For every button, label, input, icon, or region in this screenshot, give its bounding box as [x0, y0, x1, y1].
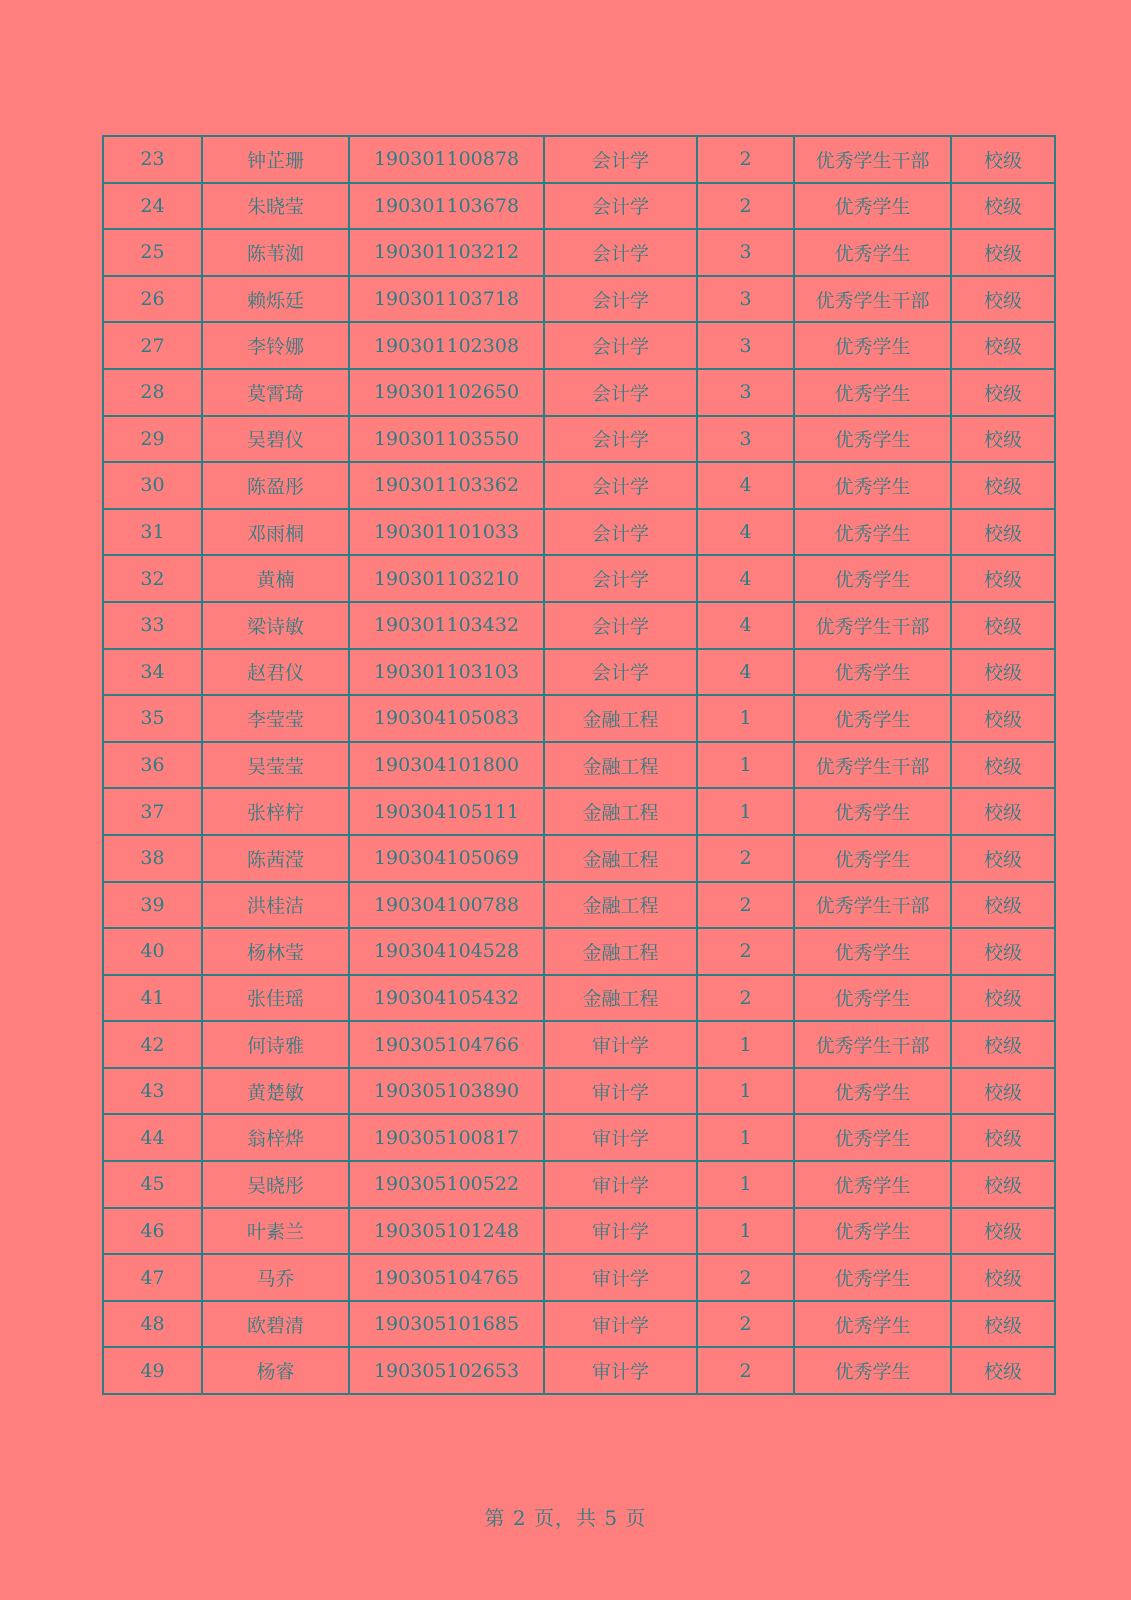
cell-award-level: 校级: [951, 1161, 1055, 1208]
table-row: [103, 602, 1055, 649]
cell-student-name: 钟芷珊: [202, 136, 349, 183]
cell-student-id: 190305100817: [349, 1114, 544, 1161]
cell-student-name: 张佳瑶: [202, 975, 349, 1022]
cell-grade: 2: [697, 1301, 794, 1348]
cell-award-level: 校级: [951, 1208, 1055, 1255]
cell-award-type: 优秀学生: [794, 1347, 951, 1394]
table-row: [103, 1347, 1055, 1394]
cell-student-name: 黄楠: [202, 555, 349, 602]
cell-major: 金融工程: [544, 975, 697, 1022]
cell-student-id: 190301103718: [349, 276, 544, 323]
cell-major: 会计学: [544, 555, 697, 602]
cell-student-id: 190304105083: [349, 695, 544, 742]
cell-award-type: 优秀学生: [794, 928, 951, 975]
cell-row-number: 47: [103, 1254, 202, 1301]
cell-grade: 3: [697, 416, 794, 463]
cell-award-level: 校级: [951, 882, 1055, 929]
cell-grade: 2: [697, 835, 794, 882]
cell-row-number: 41: [103, 975, 202, 1022]
cell-award-level: 校级: [951, 835, 1055, 882]
cell-student-name: 莫霄琦: [202, 369, 349, 416]
cell-student-id: 190301102308: [349, 322, 544, 369]
cell-award-level: 校级: [951, 975, 1055, 1022]
cell-award-level: 校级: [951, 276, 1055, 323]
cell-award-type: 优秀学生: [794, 1301, 951, 1348]
cell-major: 审计学: [544, 1021, 697, 1068]
cell-award-level: 校级: [951, 1021, 1055, 1068]
cell-major: 审计学: [544, 1068, 697, 1115]
table-row: [103, 183, 1055, 230]
cell-student-id: 190304101800: [349, 742, 544, 789]
table-row: [103, 742, 1055, 789]
cell-student-id: 190304104528: [349, 928, 544, 975]
cell-award-type: 优秀学生: [794, 649, 951, 696]
cell-award-type: 优秀学生: [794, 975, 951, 1022]
cell-major: 审计学: [544, 1254, 697, 1301]
cell-student-id: 190304100788: [349, 882, 544, 929]
cell-student-id: 190301103550: [349, 416, 544, 463]
cell-grade: 1: [697, 1161, 794, 1208]
cell-student-id: 190304105111: [349, 788, 544, 835]
cell-major: 审计学: [544, 1208, 697, 1255]
cell-major: 审计学: [544, 1301, 697, 1348]
cell-major: 金融工程: [544, 788, 697, 835]
cell-award-level: 校级: [951, 462, 1055, 509]
cell-student-id: 190305101248: [349, 1208, 544, 1255]
cell-row-number: 44: [103, 1114, 202, 1161]
award-table: [102, 135, 1056, 1395]
table-row: [103, 555, 1055, 602]
cell-student-id: 190305102653: [349, 1347, 544, 1394]
cell-grade: 3: [697, 369, 794, 416]
cell-grade: 2: [697, 1254, 794, 1301]
cell-award-type: 优秀学生: [794, 462, 951, 509]
cell-row-number: 26: [103, 276, 202, 323]
cell-grade: 3: [697, 322, 794, 369]
table-row: [103, 928, 1055, 975]
cell-award-type: 优秀学生干部: [794, 276, 951, 323]
cell-award-type: 优秀学生: [794, 183, 951, 230]
table-row: [103, 835, 1055, 882]
table-row: [103, 509, 1055, 556]
cell-row-number: 48: [103, 1301, 202, 1348]
cell-grade: 2: [697, 928, 794, 975]
cell-student-id: 190305103890: [349, 1068, 544, 1115]
cell-award-level: 校级: [951, 322, 1055, 369]
cell-student-name: 张梓柠: [202, 788, 349, 835]
cell-student-id: 190305101685: [349, 1301, 544, 1348]
cell-major: 会计学: [544, 276, 697, 323]
cell-major: 会计学: [544, 229, 697, 276]
cell-student-name: 吴莹莹: [202, 742, 349, 789]
cell-grade: 2: [697, 1347, 794, 1394]
cell-award-level: 校级: [951, 742, 1055, 789]
cell-award-level: 校级: [951, 602, 1055, 649]
cell-student-name: 吴晓彤: [202, 1161, 349, 1208]
cell-award-type: 优秀学生: [794, 509, 951, 556]
cell-major: 会计学: [544, 136, 697, 183]
cell-student-id: 190305104765: [349, 1254, 544, 1301]
cell-student-id: 190301101033: [349, 509, 544, 556]
cell-row-number: 29: [103, 416, 202, 463]
cell-major: 审计学: [544, 1114, 697, 1161]
cell-award-level: 校级: [951, 509, 1055, 556]
cell-row-number: 37: [103, 788, 202, 835]
cell-student-id: 190305100522: [349, 1161, 544, 1208]
cell-award-level: 校级: [951, 229, 1055, 276]
cell-award-type: 优秀学生: [794, 788, 951, 835]
cell-grade: 4: [697, 555, 794, 602]
cell-student-name: 吴碧仪: [202, 416, 349, 463]
cell-row-number: 24: [103, 183, 202, 230]
cell-row-number: 30: [103, 462, 202, 509]
cell-grade: 1: [697, 1114, 794, 1161]
cell-major: 会计学: [544, 602, 697, 649]
cell-grade: 3: [697, 229, 794, 276]
table-row: [103, 276, 1055, 323]
cell-grade: 4: [697, 649, 794, 696]
table-row: [103, 1068, 1055, 1115]
table-row: [103, 882, 1055, 929]
cell-row-number: 33: [103, 602, 202, 649]
cell-award-type: 优秀学生: [794, 835, 951, 882]
cell-grade: 1: [697, 695, 794, 742]
table-row: [103, 1114, 1055, 1161]
cell-student-name: 何诗雅: [202, 1021, 349, 1068]
cell-student-id: 190301103103: [349, 649, 544, 696]
cell-student-name: 欧碧清: [202, 1301, 349, 1348]
cell-student-name: 陈苇洳: [202, 229, 349, 276]
cell-award-type: 优秀学生: [794, 322, 951, 369]
cell-row-number: 31: [103, 509, 202, 556]
cell-row-number: 27: [103, 322, 202, 369]
cell-award-level: 校级: [951, 1114, 1055, 1161]
cell-student-id: 190301103678: [349, 183, 544, 230]
cell-grade: 2: [697, 975, 794, 1022]
cell-award-type: 优秀学生: [794, 695, 951, 742]
cell-major: 会计学: [544, 322, 697, 369]
table-row: [103, 1021, 1055, 1068]
cell-award-type: 优秀学生: [794, 416, 951, 463]
cell-grade: 4: [697, 602, 794, 649]
cell-row-number: 34: [103, 649, 202, 696]
cell-student-name: 陈茜滢: [202, 835, 349, 882]
cell-award-level: 校级: [951, 1068, 1055, 1115]
cell-major: 会计学: [544, 509, 697, 556]
cell-grade: 2: [697, 136, 794, 183]
cell-row-number: 43: [103, 1068, 202, 1115]
cell-major: 审计学: [544, 1161, 697, 1208]
cell-student-id: 190304105069: [349, 835, 544, 882]
cell-major: 会计学: [544, 462, 697, 509]
cell-major: 金融工程: [544, 695, 697, 742]
cell-award-level: 校级: [951, 416, 1055, 463]
cell-student-name: 朱晓莹: [202, 183, 349, 230]
cell-row-number: 36: [103, 742, 202, 789]
cell-row-number: 32: [103, 555, 202, 602]
cell-award-level: 校级: [951, 183, 1055, 230]
cell-award-type: 优秀学生: [794, 1254, 951, 1301]
cell-student-name: 梁诗敏: [202, 602, 349, 649]
cell-student-name: 赖烁廷: [202, 276, 349, 323]
table-row: [103, 695, 1055, 742]
cell-grade: 1: [697, 1068, 794, 1115]
cell-row-number: 35: [103, 695, 202, 742]
cell-award-level: 校级: [951, 695, 1055, 742]
table-row: [103, 416, 1055, 463]
table-row: [103, 1254, 1055, 1301]
cell-major: 会计学: [544, 183, 697, 230]
cell-award-type: 优秀学生干部: [794, 136, 951, 183]
cell-award-type: 优秀学生: [794, 1068, 951, 1115]
cell-award-level: 校级: [951, 928, 1055, 975]
cell-grade: 2: [697, 882, 794, 929]
cell-award-type: 优秀学生干部: [794, 882, 951, 929]
cell-student-name: 杨林莹: [202, 928, 349, 975]
cell-major: 会计学: [544, 416, 697, 463]
cell-student-id: 190301103212: [349, 229, 544, 276]
cell-award-type: 优秀学生: [794, 1161, 951, 1208]
cell-award-level: 校级: [951, 555, 1055, 602]
cell-major: 审计学: [544, 1347, 697, 1394]
award-table-container: [102, 135, 1054, 1395]
table-row: [103, 369, 1055, 416]
cell-award-level: 校级: [951, 1301, 1055, 1348]
cell-row-number: 38: [103, 835, 202, 882]
cell-grade: 4: [697, 462, 794, 509]
cell-major: 金融工程: [544, 835, 697, 882]
cell-award-level: 校级: [951, 649, 1055, 696]
cell-grade: 1: [697, 1021, 794, 1068]
cell-major: 金融工程: [544, 928, 697, 975]
cell-grade: 4: [697, 509, 794, 556]
cell-student-name: 赵君仪: [202, 649, 349, 696]
cell-award-level: 校级: [951, 1254, 1055, 1301]
cell-award-type: 优秀学生: [794, 369, 951, 416]
cell-student-id: 190301102650: [349, 369, 544, 416]
cell-student-id: 190301103210: [349, 555, 544, 602]
cell-major: 会计学: [544, 369, 697, 416]
cell-student-name: 李莹莹: [202, 695, 349, 742]
page-number: 第 2 页，共 5 页: [484, 1506, 647, 1530]
table-row: [103, 229, 1055, 276]
cell-major: 会计学: [544, 649, 697, 696]
table-row: [103, 1161, 1055, 1208]
cell-major: 金融工程: [544, 882, 697, 929]
cell-grade: 1: [697, 1208, 794, 1255]
cell-student-name: 翁梓烨: [202, 1114, 349, 1161]
cell-student-name: 黄楚敏: [202, 1068, 349, 1115]
cell-student-name: 马乔: [202, 1254, 349, 1301]
cell-row-number: 39: [103, 882, 202, 929]
cell-major: 金融工程: [544, 742, 697, 789]
cell-award-type: 优秀学生: [794, 1114, 951, 1161]
cell-student-id: 190301100878: [349, 136, 544, 183]
cell-grade: 1: [697, 788, 794, 835]
cell-award-level: 校级: [951, 1347, 1055, 1394]
cell-student-name: 陈盈彤: [202, 462, 349, 509]
table-row: [103, 1208, 1055, 1255]
cell-row-number: 46: [103, 1208, 202, 1255]
table-row: [103, 462, 1055, 509]
cell-student-name: 洪桂洁: [202, 882, 349, 929]
cell-award-type: 优秀学生干部: [794, 602, 951, 649]
cell-student-id: 190304105432: [349, 975, 544, 1022]
cell-award-type: 优秀学生: [794, 229, 951, 276]
cell-award-level: 校级: [951, 788, 1055, 835]
cell-row-number: 28: [103, 369, 202, 416]
cell-award-type: 优秀学生干部: [794, 1021, 951, 1068]
cell-award-type: 优秀学生: [794, 555, 951, 602]
table-body: [103, 136, 1055, 1394]
cell-award-level: 校级: [951, 369, 1055, 416]
cell-grade: 3: [697, 276, 794, 323]
table-row: [103, 788, 1055, 835]
cell-award-level: 校级: [951, 136, 1055, 183]
cell-row-number: 23: [103, 136, 202, 183]
cell-student-id: 190305104766: [349, 1021, 544, 1068]
table-row: [103, 1301, 1055, 1348]
table-row: [103, 975, 1055, 1022]
cell-student-name: 叶素兰: [202, 1208, 349, 1255]
cell-row-number: 42: [103, 1021, 202, 1068]
cell-student-name: 邓雨桐: [202, 509, 349, 556]
cell-student-id: 190301103432: [349, 602, 544, 649]
cell-row-number: 25: [103, 229, 202, 276]
table-row: [103, 649, 1055, 696]
table-row: [103, 136, 1055, 183]
cell-award-type: 优秀学生: [794, 1208, 951, 1255]
cell-row-number: 40: [103, 928, 202, 975]
cell-student-name: 李铃娜: [202, 322, 349, 369]
cell-grade: 1: [697, 742, 794, 789]
cell-award-type: 优秀学生干部: [794, 742, 951, 789]
cell-row-number: 45: [103, 1161, 202, 1208]
cell-student-name: 杨睿: [202, 1347, 349, 1394]
table-row: [103, 322, 1055, 369]
cell-student-id: 190301103362: [349, 462, 544, 509]
cell-grade: 2: [697, 183, 794, 230]
cell-row-number: 49: [103, 1347, 202, 1394]
